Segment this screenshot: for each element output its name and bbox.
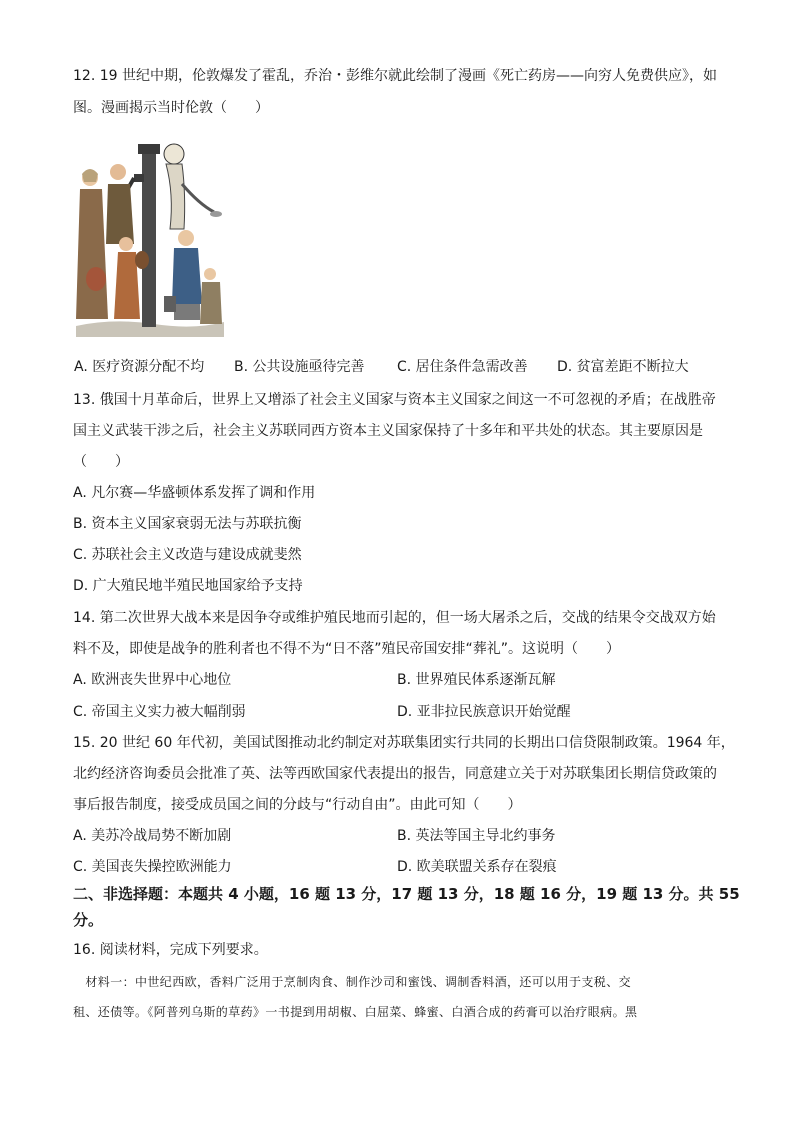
- q13-option-a[interactable]: A. 凡尔赛—华盛顿体系发挥了调和作用: [73, 485, 316, 501]
- q15-option-c[interactable]: C. 美国丧失操控欧洲能力: [73, 859, 232, 875]
- q15-stem-line2: 北约经济咨询委员会批准了英、法等西欧国家代表提出的报告，同意建立关于对苏联集团长期信贷政策的: [73, 766, 717, 782]
- cartoon-death-pump-icon: [74, 134, 226, 337]
- q14-option-a[interactable]: A. 欧洲丧失世界中心地位: [73, 672, 232, 688]
- q13-stem-line1: 13. 俄国十月革命后，世界上又增添了社会主义国家与资本主义国家之间这一不可忽视的矛盾；在战胜帝: [73, 392, 716, 408]
- q15-option-a[interactable]: A. 美苏冷战局势不断加剧: [73, 828, 232, 844]
- q13-stem-line2: 国主义武装干涉之后，社会主义苏联同西方资本主义国家保持了十多年和平共处的状态。其主要原因是: [73, 423, 703, 439]
- q14-option-b[interactable]: B. 世界殖民体系逐渐瓦解: [397, 672, 556, 688]
- q16-material-line2: 租、还债等。《阿普列乌斯的草药》一书提到用胡椒、白屈菜、蜂蜜、白酒合成的药膏可以治疗眼病。黑: [73, 1005, 638, 1019]
- q12-stem-line1: 12. 19 世纪中期，伦敦爆发了霍乱，乔治・彭维尔就此绘制了漫画《死亡药房——向穷人免费供应》，如: [73, 68, 717, 84]
- q12-stem-line2: 图。漫画揭示当时伦敦（ ）: [73, 100, 269, 116]
- q14-stem-line1: 14. 第二次世界大战本来是因争夺或维护殖民地而引起的，但一场大屠杀之后，交战的结果令交战双方始: [73, 610, 716, 626]
- q16-material-line1: 材料一：中世纪西欧，香料广泛用于烹制肉食、制作沙司和蜜饯、调制香料酒，还可以用于支税、交: [73, 975, 632, 989]
- q15-option-d[interactable]: D. 欧美联盟关系存在裂痕: [397, 859, 557, 875]
- q13-option-b[interactable]: B. 资本主义国家衰弱无法与苏联抗衡: [73, 516, 302, 532]
- q12-option-b[interactable]: B. 公共设施亟待完善: [234, 359, 365, 375]
- section-heading-line2: 分。: [73, 911, 104, 929]
- q13-stem-line3: （ ）: [73, 454, 129, 470]
- q15-stem-line1: 15. 20 世纪 60 年代初，美国试图推动北约制定对苏联集团实行共同的长期出口信贷限制政策。1964 年，: [73, 735, 735, 751]
- section-heading-line1: 二、非选择题：本题共 4 小题，16 题 13 分，17 题 13 分，18 题 16 分，19 题 13 分。共 55: [73, 885, 740, 903]
- q15-option-b[interactable]: B. 英法等国主导北约事务: [397, 828, 556, 844]
- q12-option-d[interactable]: D. 贫富差距不断拉大: [557, 359, 689, 375]
- q14-stem-line2: 料不及，即使是战争的胜利者也不得不为“日不落”殖民帝国安排“葬礼”。这说明（ ）: [73, 641, 621, 657]
- q15-stem-line3: 事后报告制度，接受成员国之间的分歧与“行动自由”。由此可知（ ）: [73, 797, 522, 813]
- q13-option-c[interactable]: C. 苏联社会主义改造与建设成就斐然: [73, 547, 302, 563]
- q14-option-c[interactable]: C. 帝国主义实力被大幅削弱: [73, 704, 246, 720]
- q13-option-d[interactable]: D. 广大殖民地半殖民地国家给予支持: [73, 578, 303, 594]
- q12-option-a[interactable]: A. 医疗资源分配不均: [74, 359, 205, 375]
- q16-stem: 16. 阅读材料，完成下列要求。: [73, 942, 268, 958]
- q14-option-d[interactable]: D. 亚非拉民族意识开始觉醒: [397, 704, 571, 720]
- q12-option-c[interactable]: C. 居住条件急需改善: [397, 359, 528, 375]
